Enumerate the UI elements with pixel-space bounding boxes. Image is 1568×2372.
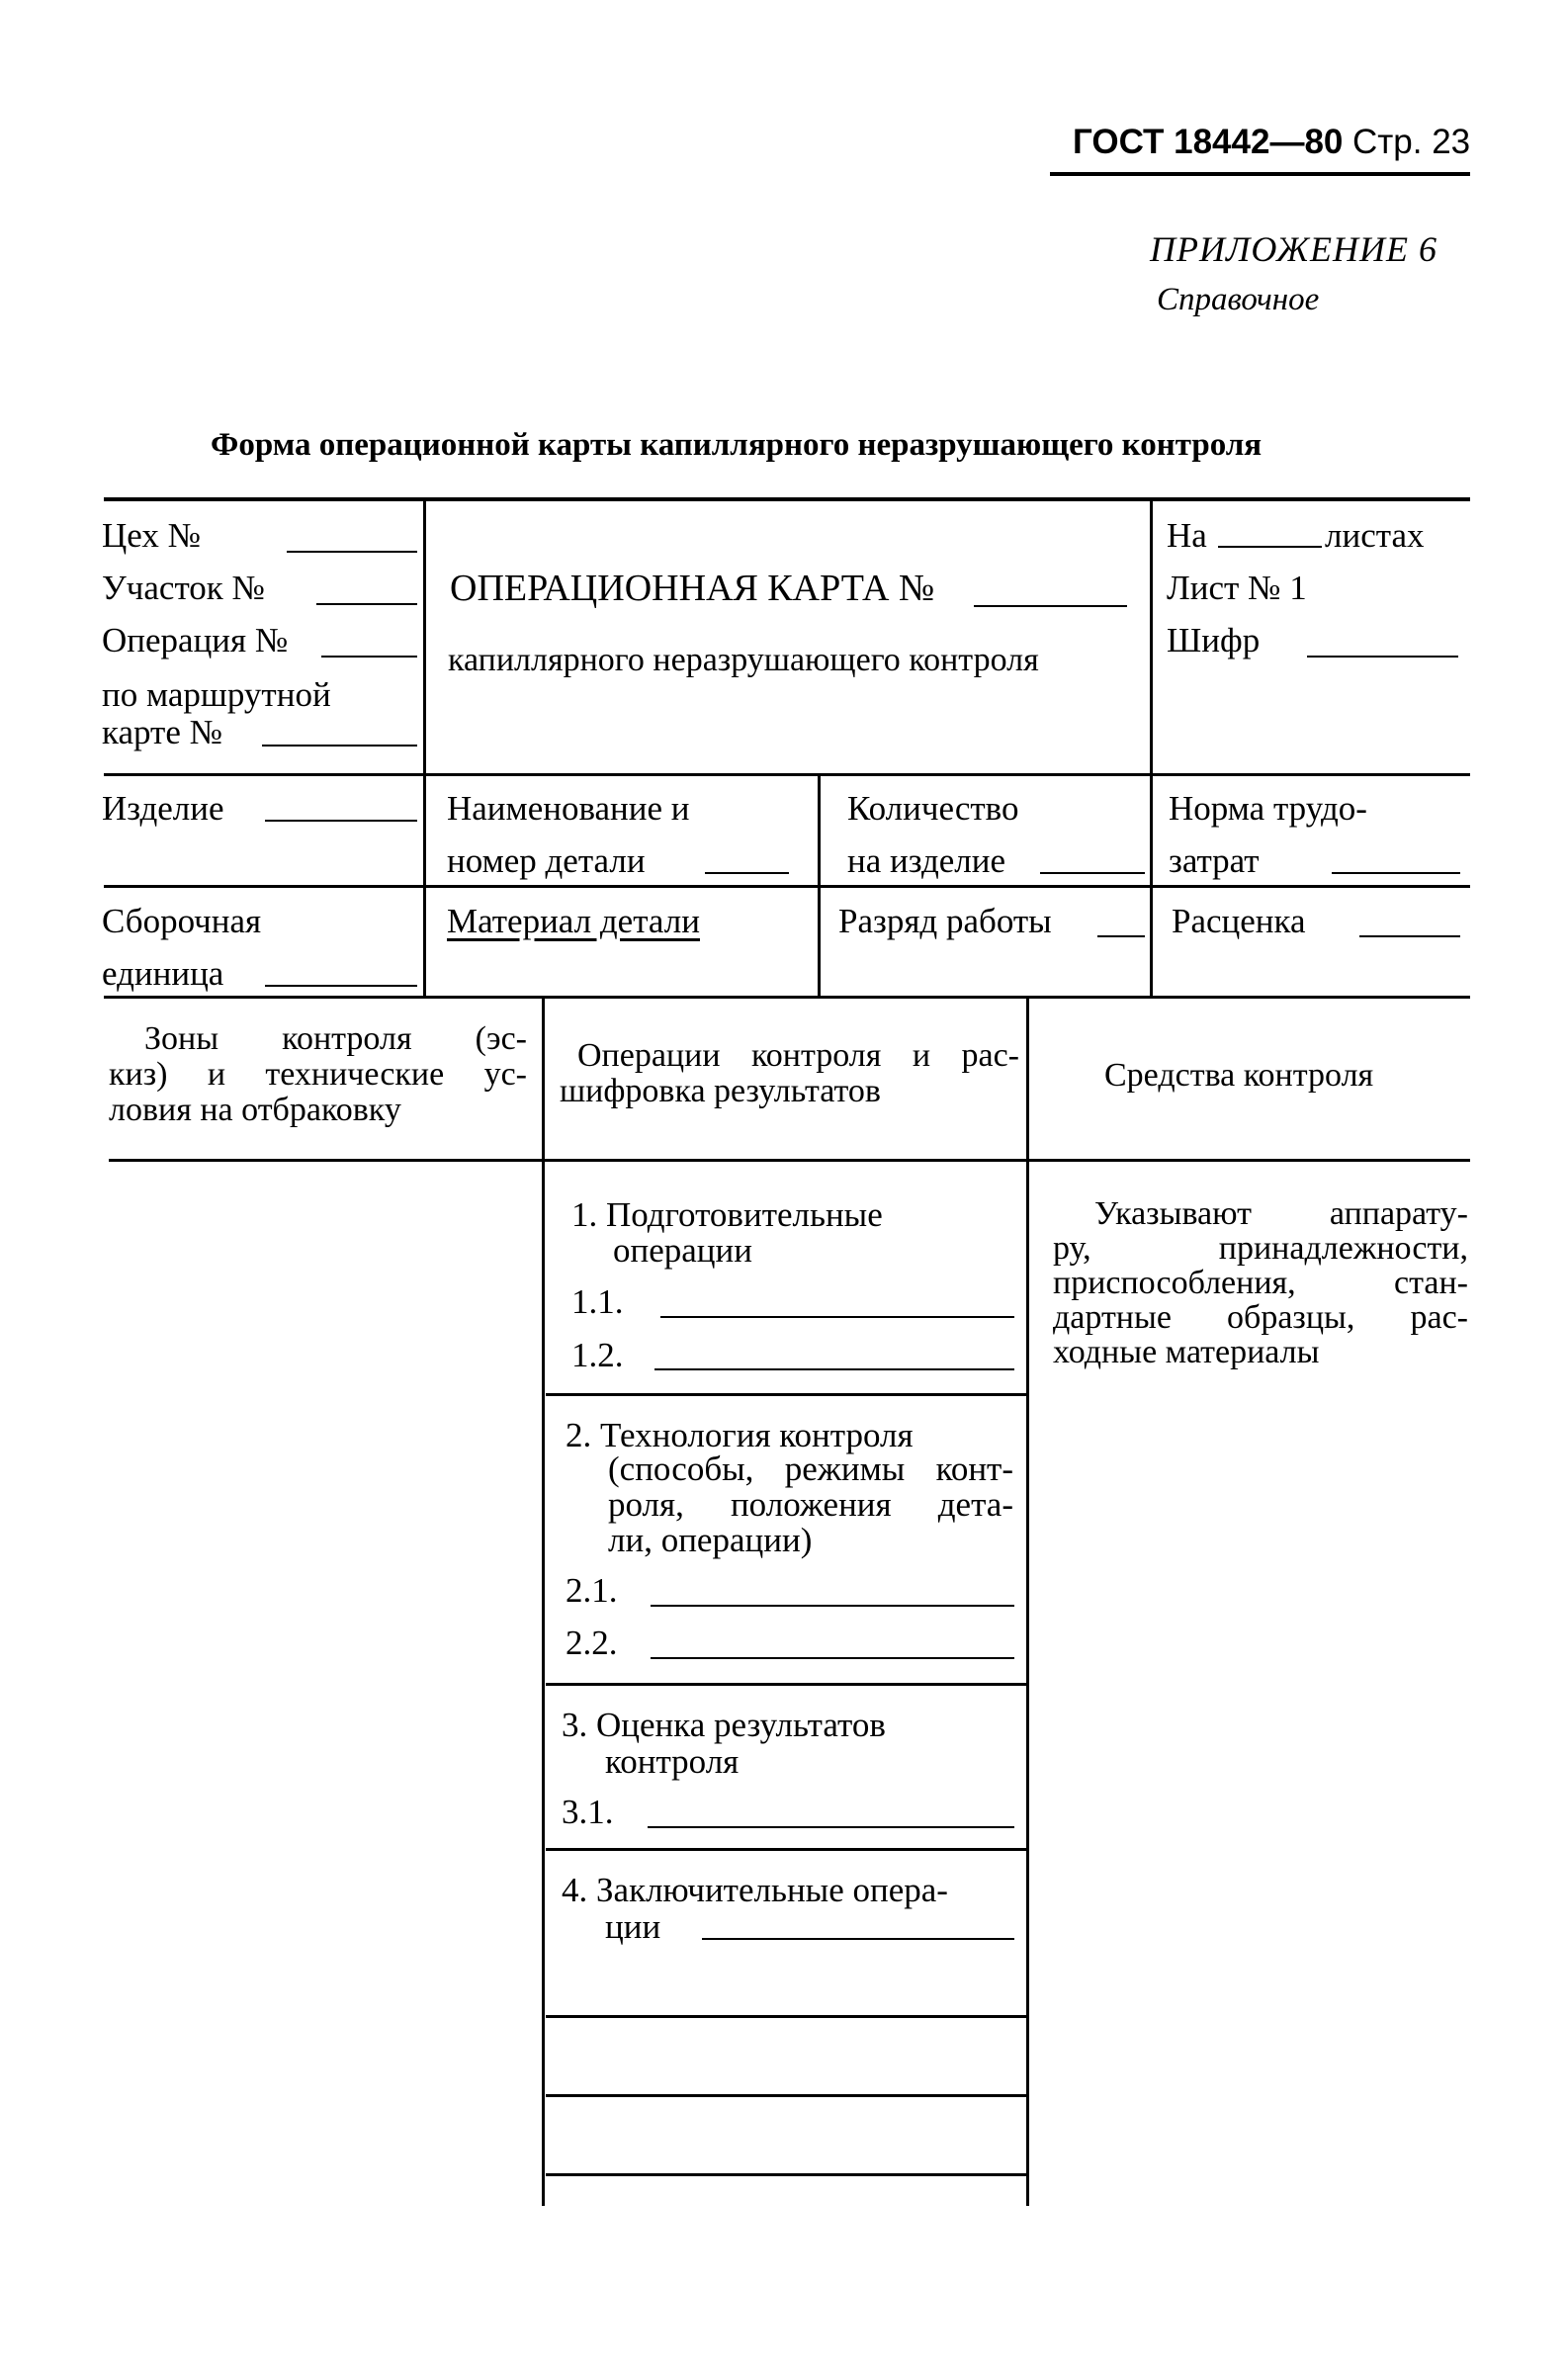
grade-blank[interactable] (1097, 935, 1145, 937)
op2-item1-blank[interactable] (651, 1605, 1014, 1607)
operations-header-line-2: шифровка результатов (560, 1073, 881, 1109)
row2-divider-3 (1150, 775, 1153, 886)
product-label: Изделие (102, 789, 224, 828)
form-title: Форма операционной карты капиллярного неразрушающего контроля (211, 427, 1263, 463)
assembly-blank[interactable] (265, 985, 417, 987)
sheet-number: Лист № 1 (1167, 569, 1307, 607)
part-name-blank[interactable] (705, 872, 789, 874)
op3-item1-blank[interactable] (648, 1826, 1014, 1828)
op2-title-3: роля, положения дета- (608, 1485, 1013, 1524)
op2-item1-label: 2.1. (566, 1571, 618, 1610)
col-divider-1 (542, 998, 545, 2206)
quantity-label-2: на изделие (847, 841, 1006, 880)
tools-description (1053, 1196, 1468, 1369)
grade-label: Разряд работы (838, 902, 1052, 940)
rate-label: Расценка (1172, 902, 1306, 940)
workshop-label: Цех № (102, 516, 201, 555)
labor-blank[interactable] (1332, 872, 1460, 874)
tools-line-1: Указывают аппарату- (1094, 1195, 1468, 1232)
row3-divider-3 (1150, 887, 1153, 997)
table-top-rule (104, 497, 1470, 501)
material-label: Материал детали (447, 902, 700, 940)
row3-divider-2 (818, 887, 821, 997)
route-blank[interactable] (262, 745, 417, 747)
standard-number: ГОСТ 18442—80 (1073, 123, 1344, 161)
op1-item2-label: 1.2. (571, 1336, 624, 1374)
quantity-label-1: Количество (847, 789, 1019, 828)
operations-header (560, 1038, 1019, 1109)
op2-title-2: (способы, режимы конт- (608, 1450, 1013, 1488)
tools-line-4: дартные образцы, рас- (1053, 1299, 1468, 1336)
col-divider-2 (1026, 998, 1029, 2206)
operation-blank[interactable] (321, 656, 417, 658)
row2-divider-2 (818, 775, 821, 886)
op4-title-2: ции (605, 1907, 661, 1946)
tools-line-3: приспособления, стан- (1053, 1265, 1468, 1301)
op1-item1-blank[interactable] (660, 1316, 1014, 1318)
op-extra-rule-2 (546, 2094, 1026, 2097)
labor-label-1: Норма трудо- (1169, 789, 1367, 828)
tools-header: Средства контроля (1104, 1057, 1374, 1094)
quantity-blank[interactable] (1040, 872, 1145, 874)
row2-bottom-rule (104, 885, 1470, 888)
section-label: Участок № (102, 569, 265, 607)
op-section-rule-3 (546, 1848, 1026, 1851)
op2-title-4: ли, операции) (608, 1521, 813, 1559)
sheets-count-blank[interactable] (1218, 546, 1322, 548)
appendix-label: ПРИЛОЖЕНИЕ 6 (1150, 229, 1437, 269)
row1-bottom-rule (104, 773, 1470, 776)
row1-divider-right (1150, 499, 1153, 774)
op3-item1-label: 3.1. (562, 1793, 614, 1831)
section-blank[interactable] (316, 603, 417, 605)
op-section-rule-1 (546, 1393, 1026, 1396)
op3-title-1: 3. Оценка результатов (562, 1706, 886, 1744)
tools-line-5: ходные материалы (1053, 1334, 1320, 1370)
zones-header-line-2: киз) и технические ус- (109, 1056, 527, 1093)
op1-item1-label: 1.1. (571, 1282, 624, 1321)
product-blank[interactable] (265, 820, 417, 822)
code-label: Шифр (1167, 621, 1261, 659)
header-underline (1050, 172, 1470, 176)
card-number-blank[interactable] (974, 605, 1127, 607)
card-title: ОПЕРАЦИОННАЯ КАРТА № (450, 568, 935, 609)
op3-title-2: контроля (605, 1742, 740, 1781)
op2-item2-blank[interactable] (651, 1657, 1014, 1659)
header-row-bottom-rule (109, 1159, 1470, 1162)
op1-title-1: 1. Подготовительные (571, 1195, 883, 1234)
op1-item2-blank[interactable] (654, 1368, 1014, 1370)
route-label-2: карте № (102, 713, 223, 751)
assembly-label-2: единица (102, 954, 224, 993)
sheets-on-label: На (1167, 516, 1207, 555)
op-extra-rule-3 (546, 2173, 1026, 2176)
op4-title-1: 4. Заключительные опера- (562, 1871, 948, 1909)
op2-title-rest (608, 1451, 1013, 1558)
route-label-1: по маршрутной (102, 675, 331, 714)
op1-title-2: операции (613, 1231, 752, 1270)
row3-divider-1 (423, 887, 426, 997)
op-section-rule-2 (546, 1683, 1026, 1686)
operation-label: Операция № (102, 621, 289, 659)
tools-line-2: ру, принадлежности, (1053, 1230, 1468, 1267)
row1-divider-left (423, 499, 426, 774)
appendix-type: Справочное (1157, 282, 1320, 317)
card-subtitle: капиллярного неразрушающего контроля (448, 642, 1039, 678)
zones-header-line-1: Зоны контроля (эс- (144, 1020, 527, 1057)
part-name-label-2: номер детали (447, 841, 646, 880)
row2-divider-1 (423, 775, 426, 886)
op-extra-rule-1 (546, 2015, 1026, 2018)
operations-header-line-1: Операции контроля и рас- (577, 1037, 1019, 1074)
part-name-label-1: Наименование и (447, 789, 690, 828)
zones-header-line-3: ловия на отбраковку (109, 1092, 401, 1128)
op2-title-1: 2. Технология контроля (566, 1416, 914, 1454)
labor-label-2: затрат (1169, 841, 1260, 880)
assembly-label-1: Сборочная (102, 902, 262, 940)
page-number: Стр. 23 (1352, 123, 1471, 161)
code-blank[interactable] (1307, 656, 1458, 658)
workshop-blank[interactable] (287, 551, 417, 553)
rate-blank[interactable] (1359, 935, 1460, 937)
sheets-label: листах (1325, 516, 1425, 555)
row3-bottom-rule (104, 996, 1470, 999)
zones-header (109, 1021, 527, 1128)
op4-blank[interactable] (702, 1938, 1014, 1940)
op2-item2-label: 2.2. (566, 1624, 618, 1662)
